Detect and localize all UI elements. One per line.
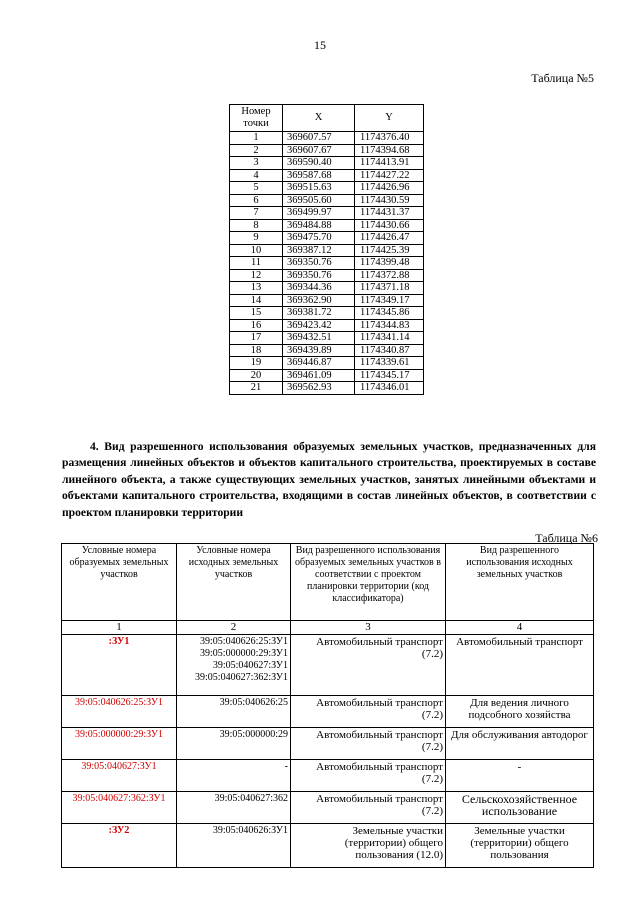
table-row (230, 332, 424, 345)
new-plot-cell: :ЗУ2 (62, 824, 177, 868)
table-row (230, 182, 424, 195)
new-plot-cell: 39:05:040627:362:ЗУ1 (62, 792, 177, 824)
y-coordinate-cell: 1174345.86 (355, 307, 424, 320)
table-row (62, 760, 594, 792)
original-use-cell: Сельскохозяйственное использование (446, 792, 594, 824)
point-number-cell: 3 (230, 157, 283, 170)
y-coordinate-cell: 1174431.37 (355, 207, 424, 220)
x-coordinate-cell: 369499.97 (283, 207, 355, 220)
new-plot-cell: 39:05:040627:ЗУ1 (62, 760, 177, 792)
table6-caption: Таблица №6 (535, 531, 598, 545)
y-coordinate-cell: 1174430.66 (355, 219, 424, 232)
x-coordinate-cell: 369590.40 (283, 157, 355, 170)
table-row (230, 282, 424, 295)
original-use-cell: Автомобильный транспорт (446, 635, 594, 696)
table-row (62, 696, 594, 728)
y-coordinate-cell: 1174339.61 (355, 357, 424, 370)
point-number-cell: 9 (230, 232, 283, 245)
y-coordinate-cell: 1174341.14 (355, 332, 424, 345)
x-coordinate-cell: 369387.12 (283, 244, 355, 257)
table-row (230, 294, 424, 307)
source-plot-cell: - (177, 760, 291, 792)
table-row (62, 635, 594, 696)
x-coordinate-cell: 369587.68 (283, 169, 355, 182)
point-number-cell: 1 (230, 132, 283, 145)
x-coordinate-cell: 369423.42 (283, 319, 355, 332)
table5-caption: Таблица №5 (531, 71, 594, 85)
y-coordinate-cell: 1174371.18 (355, 282, 424, 295)
x-coordinate-cell: 369562.93 (283, 382, 355, 395)
x-coordinate-cell: 369344.36 (283, 282, 355, 295)
y-coordinate-cell: 1174376.40 (355, 132, 424, 145)
land-use-table (61, 543, 594, 868)
column-number: 2 (177, 621, 291, 635)
table-row (230, 369, 424, 382)
point-number-cell: 8 (230, 219, 283, 232)
table-row (230, 344, 424, 357)
table-row (230, 169, 424, 182)
original-use-cell: Для обслуживания автодорог (446, 728, 594, 760)
original-use-cell: Для ведения личного подсобного хозяйства (446, 696, 594, 728)
y-coordinate-cell: 1174425.39 (355, 244, 424, 257)
x-coordinate-cell: 369505.60 (283, 194, 355, 207)
table-header-row (62, 544, 594, 621)
y-coordinate-cell: 1174372.88 (355, 269, 424, 282)
new-plot-cell: 39:05:040626:25:ЗУ1 (62, 696, 177, 728)
x-coordinate-cell: 369439.89 (283, 344, 355, 357)
column-number: 3 (291, 621, 446, 635)
table-row (230, 257, 424, 270)
table-row (230, 157, 424, 170)
table-row (62, 824, 594, 868)
point-number-cell: 10 (230, 244, 283, 257)
header-planned-use: Вид разрешенного использования образуемых земельных участков в соответствии с проектом планировки территории (код классификатора) (291, 544, 446, 621)
y-coordinate-cell: 1174349.17 (355, 294, 424, 307)
source-plot-cell: 39:05:040626:ЗУ1 (177, 824, 291, 868)
planned-use-cell: Автомобильный транспорт (7.2) (291, 792, 446, 824)
table-row (230, 144, 424, 157)
point-number-cell: 18 (230, 344, 283, 357)
section-heading: 4. Вид разрешенного использования образуемых земельных участков, предназначенных для размещения линейных объектов и объектов капитального строительства, проектируемых в составе линейного объекта, а также существующих земельных участков, занятых линейными объектами и объектами капитального строительства, входящими в состав линейных объектов, в соответствии с проектом планировки территории (62, 440, 596, 519)
x-coordinate-cell: 369362.90 (283, 294, 355, 307)
point-number-cell: 15 (230, 307, 283, 320)
original-use-cell: - (446, 760, 594, 792)
point-number-cell: 6 (230, 194, 283, 207)
original-use-cell: Земельные участки (территории) общего пользования (446, 824, 594, 868)
y-coordinate-cell: 1174346.01 (355, 382, 424, 395)
y-coordinate-cell: 1174413.91 (355, 157, 424, 170)
header-y: Y (355, 105, 424, 132)
x-coordinate-cell: 369515.63 (283, 182, 355, 195)
point-number-cell: 13 (230, 282, 283, 295)
x-coordinate-cell: 369350.76 (283, 269, 355, 282)
point-number-cell: 11 (230, 257, 283, 270)
point-number-cell: 7 (230, 207, 283, 220)
y-coordinate-cell: 1174426.96 (355, 182, 424, 195)
table-row (230, 207, 424, 220)
x-coordinate-cell: 369461.09 (283, 369, 355, 382)
y-coordinate-cell: 1174399.48 (355, 257, 424, 270)
point-number-cell: 12 (230, 269, 283, 282)
y-coordinate-cell: 1174394.68 (355, 144, 424, 157)
page-number: 15 (314, 38, 326, 52)
table-row (230, 244, 424, 257)
point-number-cell: 19 (230, 357, 283, 370)
point-number-cell: 14 (230, 294, 283, 307)
column-number: 4 (446, 621, 594, 635)
x-coordinate-cell: 369446.87 (283, 357, 355, 370)
table-row (230, 232, 424, 245)
x-coordinate-cell: 369350.76 (283, 257, 355, 270)
y-coordinate-cell: 1174340.87 (355, 344, 424, 357)
source-plot-cell: 39:05:040626:25 (177, 696, 291, 728)
new-plot-cell: :ЗУ1 (62, 635, 177, 696)
x-coordinate-cell: 369432.51 (283, 332, 355, 345)
planned-use-cell: Автомобильный транспорт (7.2) (291, 760, 446, 792)
header-original-use: Вид разрешенного использования исходных земельных участков (446, 544, 594, 621)
table-row (230, 194, 424, 207)
planned-use-cell: Земельные участки (территории) общего пользования (12.0) (291, 824, 446, 868)
point-number-cell: 21 (230, 382, 283, 395)
planned-use-cell: Автомобильный транспорт (7.2) (291, 635, 446, 696)
x-coordinate-cell: 369381.72 (283, 307, 355, 320)
header-x: X (283, 105, 355, 132)
x-coordinate-cell: 369607.67 (283, 144, 355, 157)
x-coordinate-cell: 369475.70 (283, 232, 355, 245)
column-number-row (62, 621, 594, 635)
planned-use-cell: Автомобильный транспорт (7.2) (291, 696, 446, 728)
header-new-plots: Условные номера образуемых земельных участков (62, 544, 177, 621)
table-row (230, 132, 424, 145)
y-coordinate-cell: 1174426.47 (355, 232, 424, 245)
point-number-cell: 16 (230, 319, 283, 332)
source-plot-cell: 39:05:040627:362 (177, 792, 291, 824)
point-number-cell: 4 (230, 169, 283, 182)
table-row (230, 269, 424, 282)
table-row (230, 357, 424, 370)
point-number-cell: 17 (230, 332, 283, 345)
column-number: 1 (62, 621, 177, 635)
source-plot-cell: 39:05:040626:25:ЗУ1 39:05:000000:29:ЗУ1 39:05:040627:ЗУ1 39:05:040627:362:ЗУ1 (177, 635, 291, 696)
y-coordinate-cell: 1174345.17 (355, 369, 424, 382)
x-coordinate-cell: 369607.57 (283, 132, 355, 145)
point-number-cell: 2 (230, 144, 283, 157)
table-row (230, 307, 424, 320)
source-plot-cell: 39:05:000000:29 (177, 728, 291, 760)
header-source-plots: Условные номера исходных земельных участков (177, 544, 291, 621)
x-coordinate-cell: 369484.88 (283, 219, 355, 232)
table-header-row (230, 105, 424, 132)
y-coordinate-cell: 1174344.83 (355, 319, 424, 332)
table-row (62, 792, 594, 824)
table-row (62, 728, 594, 760)
table-row (230, 382, 424, 395)
y-coordinate-cell: 1174430.59 (355, 194, 424, 207)
point-number-cell: 20 (230, 369, 283, 382)
coordinates-table (229, 104, 424, 395)
new-plot-cell: 39:05:000000:29:ЗУ1 (62, 728, 177, 760)
point-number-cell: 5 (230, 182, 283, 195)
table-row (230, 319, 424, 332)
table-row (230, 219, 424, 232)
header-point-number: Номер точки (230, 105, 283, 132)
y-coordinate-cell: 1174427.22 (355, 169, 424, 182)
planned-use-cell: Автомобильный транспорт (7.2) (291, 728, 446, 760)
